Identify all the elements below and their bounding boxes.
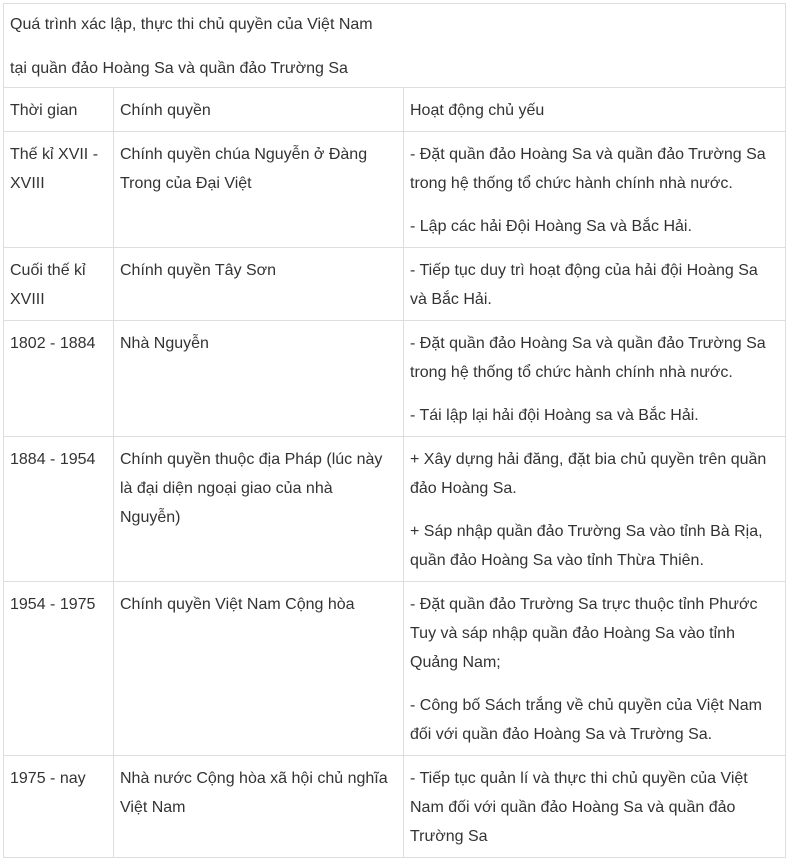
activities-cell	[404, 756, 786, 858]
activity-item: - Đặt quần đảo Hoàng Sa và quần đảo Trường Sa trong hệ thống tổ chức hành chính nhà nước.	[410, 335, 766, 381]
authority-cell: Chính quyền chúa Nguyễn ở Đàng Trong của Đại Việt	[114, 132, 404, 248]
activities-cell	[404, 582, 786, 756]
table-title-line: tại quần đảo Hoàng Sa và quần đảo Trường Sa	[10, 60, 348, 77]
time-cell: Thế kỉ XVII - XVIII	[4, 132, 114, 248]
authority-cell: Chính quyền Tây Sơn	[114, 248, 404, 321]
activity-item: - Tiếp tục quản lí và thực thi chủ quyền của Việt Nam đối với quần đảo Hoàng Sa và quần đảo Trường Sa	[410, 770, 748, 845]
activity-item: - Tái lập lại hải đội Hoàng sa và Bắc Hải.	[410, 407, 699, 424]
title-row	[4, 4, 786, 88]
authority-cell: Nhà Nguyễn	[114, 321, 404, 437]
time-cell: 1975 - nay	[4, 756, 114, 858]
activity-item: - Lập các hải Đội Hoàng Sa và Bắc Hải.	[410, 218, 692, 235]
header-authority: Chính quyền	[114, 88, 404, 132]
activity-item: - Đặt quần đảo Hoàng Sa và quần đảo Trường Sa trong hệ thống tổ chức hành chính nhà nước.	[410, 146, 766, 192]
activity-item: - Đặt quần đảo Trường Sa trực thuộc tỉnh Phước Tuy và sáp nhập quần đảo Hoàng Sa vào tỉnh Quảng Nam;	[410, 596, 758, 671]
header-activities: Hoạt động chủ yếu	[404, 88, 786, 132]
activity-item: + Sáp nhập quần đảo Trường Sa vào tỉnh Bà Rịa, quần đảo Hoàng Sa vào tỉnh Thừa Thiên.	[410, 523, 763, 569]
time-cell: 1954 - 1975	[4, 582, 114, 756]
table-title	[4, 4, 786, 88]
activities-cell	[404, 132, 786, 248]
time-cell: Cuối thế kỉ XVIII	[4, 248, 114, 321]
time-cell: 1884 - 1954	[4, 437, 114, 582]
time-cell: 1802 - 1884	[4, 321, 114, 437]
table-row	[4, 582, 786, 756]
header-row	[4, 88, 786, 132]
sovereignty-table	[3, 3, 786, 858]
table-row	[4, 132, 786, 248]
activities-cell	[404, 248, 786, 321]
table-title-line: Quá trình xác lập, thực thi chủ quyền của Việt Nam	[10, 16, 373, 33]
activity-item: - Tiếp tục duy trì hoạt động của hải đội Hoàng Sa và Bắc Hải.	[410, 262, 758, 308]
table-row	[4, 437, 786, 582]
authority-cell: Chính quyền Việt Nam Cộng hòa	[114, 582, 404, 756]
table-row	[4, 248, 786, 321]
authority-cell: Chính quyền thuộc địa Pháp (lúc này là đại diện ngoại giao của nhà Nguyễn)	[114, 437, 404, 582]
activities-cell	[404, 437, 786, 582]
activity-item: - Công bố Sách trắng về chủ quyền của Việt Nam đối với quần đảo Hoàng Sa và Trường Sa.	[410, 697, 762, 743]
header-time: Thời gian	[4, 88, 114, 132]
activities-cell	[404, 321, 786, 437]
authority-cell: Nhà nước Cộng hòa xã hội chủ nghĩa Việt Nam	[114, 756, 404, 858]
activity-item: + Xây dựng hải đăng, đặt bia chủ quyền trên quần đảo Hoàng Sa.	[410, 451, 767, 497]
table-row	[4, 756, 786, 858]
table-row	[4, 321, 786, 437]
